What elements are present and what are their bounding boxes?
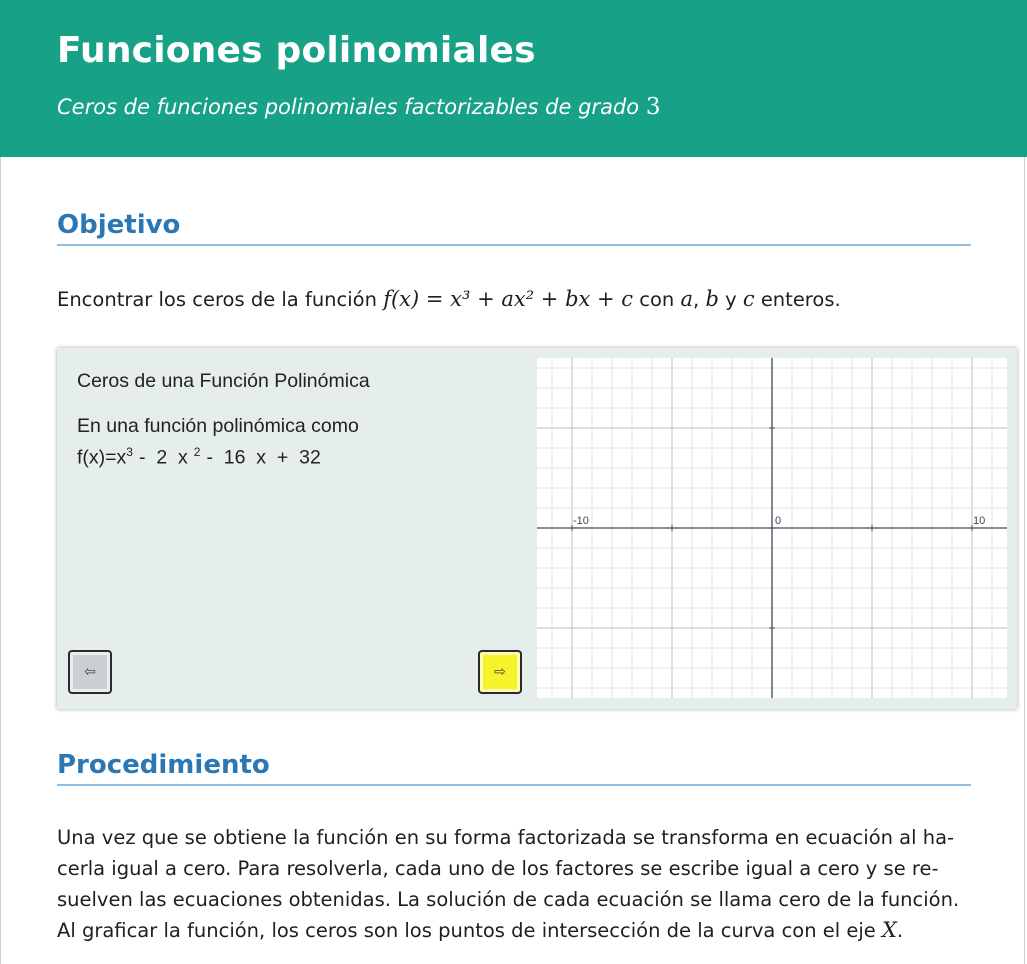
procedimiento-axis-var: X [882, 918, 897, 942]
applet-panel [57, 348, 1017, 709]
objetivo-text-con: con [639, 288, 675, 311]
procedimiento-end-dot: . [896, 919, 904, 942]
x-tick-label-10: 10 [973, 515, 986, 527]
section-rule-procedimiento [57, 784, 971, 786]
applet-function-exp2: 2 [193, 445, 201, 459]
x-tick-label-neg10: -10 [573, 515, 589, 527]
applet-function [77, 445, 321, 470]
objetivo-var-c: c [742, 287, 755, 311]
function-graph[interactable] [537, 358, 1007, 698]
objetivo-sep: , [693, 288, 700, 311]
x-tick-label-0: 0 [775, 515, 782, 527]
next-button[interactable] [478, 650, 522, 694]
objetivo-var-a: a [680, 287, 694, 311]
procedimiento-line-3: suelven las ecuaciones obtenidas. La solución de cada ecuación se llama cero de la función. [57, 888, 960, 911]
objetivo-text-after: enteros. [760, 288, 841, 311]
objetivo-var-b: b [705, 287, 719, 311]
procedimiento-line-1: Una vez que se obtiene la función en su forma factorizada se transforma en ecuación al ha- [57, 826, 955, 849]
applet-function-prefix: f(x)=x [77, 446, 127, 469]
objetivo-formula: f(x) = x³ + ax² + bx + c [383, 287, 634, 311]
procedimiento-line-4-text: Al graficar la función, los ceros son los puntos de intersección de la curva con el eje [57, 919, 876, 942]
applet-function-rest2: - 16 x + 32 [206, 446, 321, 469]
page-header [0, 0, 1027, 157]
applet-function-exp: 3 [126, 445, 133, 459]
procedimiento-line-4 [57, 915, 903, 946]
applet-description: En una función polinómica como [77, 415, 359, 437]
procedimiento-line-2: cerla igual a cero. Para resolverla, cada uno de los factores se escribe igual a cero y se re- [57, 857, 939, 880]
applet-title: Ceros de una Función Polinómica [77, 370, 370, 392]
objetivo-text [57, 284, 841, 315]
applet-function-rest1: - 2 x [138, 446, 188, 469]
section-rule-objetivo [57, 244, 971, 246]
arrow-left-icon: ⇦ [84, 664, 96, 680]
previous-button[interactable] [68, 650, 112, 694]
objetivo-text-before: Encontrar los ceros de la función [57, 288, 377, 311]
section-title-procedimiento: Procedimiento [57, 750, 270, 780]
page-subtitle [57, 94, 660, 120]
section-title-objetivo: Objetivo [57, 210, 181, 240]
subtitle-text: Ceros de funciones polinomiales factorizables de grado [57, 95, 640, 119]
page-title: Funciones polinomiales [57, 30, 536, 71]
arrow-right-icon: ⇨ [494, 664, 506, 680]
subtitle-degree: 3 [645, 94, 661, 120]
objetivo-text-y: y [725, 288, 737, 311]
